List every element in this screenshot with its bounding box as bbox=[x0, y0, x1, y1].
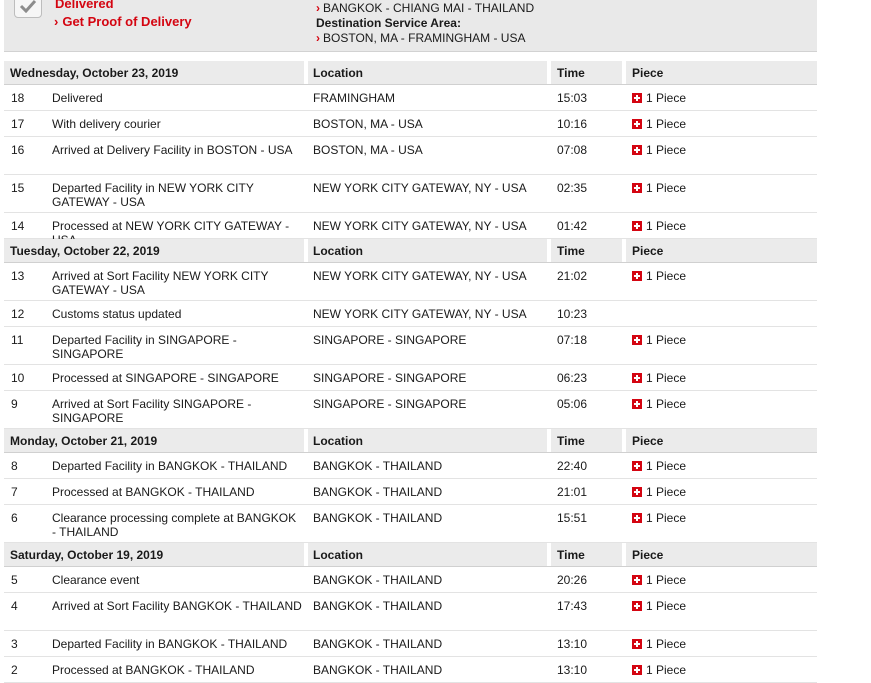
table-row bbox=[4, 327, 817, 365]
event-number: 6 bbox=[11, 511, 18, 525]
event-number: 10 bbox=[11, 371, 25, 385]
event-time: 01:42 bbox=[557, 219, 588, 233]
table-row bbox=[4, 479, 817, 505]
event-location: BANGKOK - THAILAND bbox=[313, 599, 443, 613]
event-description: Arrived at Delivery Facility in BOSTON - USA bbox=[52, 143, 293, 157]
piece-header: Piece bbox=[632, 244, 664, 258]
event-time: 06:23 bbox=[557, 371, 588, 385]
event-location: BANGKOK - THAILAND bbox=[313, 573, 443, 587]
event-location: BANGKOK - THAILAND bbox=[313, 459, 443, 473]
event-location: NEW YORK CITY GATEWAY, NY - USA bbox=[313, 269, 527, 283]
event-number: 3 bbox=[11, 637, 18, 651]
route-info bbox=[316, 1, 534, 46]
event-number: 16 bbox=[11, 143, 25, 157]
table-row bbox=[4, 213, 817, 239]
expand-plus-icon[interactable] bbox=[632, 461, 642, 471]
proof-of-delivery-link[interactable]: › Get Proof of Delivery bbox=[54, 14, 192, 29]
origin-route: BANGKOK - CHIANG MAI - THAILAND bbox=[323, 1, 535, 15]
piece-count[interactable]: 1 Piece bbox=[632, 181, 686, 195]
event-location: BANGKOK - THAILAND bbox=[313, 485, 443, 499]
expand-plus-icon[interactable] bbox=[632, 575, 642, 585]
piece-count[interactable]: 1 Piece bbox=[632, 269, 686, 283]
table-row bbox=[4, 657, 817, 683]
expand-plus-icon[interactable] bbox=[632, 399, 642, 409]
time-header: Time bbox=[557, 244, 585, 258]
event-description: With delivery courier bbox=[52, 117, 161, 131]
event-description: Arrived at Sort Facility BANGKOK - THAILAND bbox=[52, 599, 302, 613]
event-time: 15:51 bbox=[557, 511, 588, 525]
table-row bbox=[4, 391, 817, 429]
location-header: Location bbox=[313, 244, 363, 258]
event-number: 2 bbox=[11, 663, 18, 677]
piece-count[interactable]: 1 Piece bbox=[632, 371, 686, 385]
event-time: 05:06 bbox=[557, 397, 588, 411]
event-number: 8 bbox=[11, 459, 18, 473]
event-description: Departed Facility in SINGAPORE - SINGAPORE bbox=[52, 333, 237, 361]
piece-count[interactable]: 1 Piece bbox=[632, 459, 686, 473]
piece-header: Piece bbox=[632, 434, 664, 448]
expand-plus-icon[interactable] bbox=[632, 271, 642, 281]
event-description: Departed Facility in BANGKOK - THAILAND bbox=[52, 459, 288, 473]
event-number: 7 bbox=[11, 485, 18, 499]
event-time: 21:01 bbox=[557, 485, 588, 499]
table-row bbox=[4, 631, 817, 657]
event-number: 5 bbox=[11, 573, 18, 587]
event-time: 21:02 bbox=[557, 269, 588, 283]
event-location: FRAMINGHAM bbox=[313, 91, 395, 105]
event-time: 13:10 bbox=[557, 663, 588, 677]
piece-count[interactable]: 1 Piece bbox=[632, 219, 686, 233]
event-time: 17:43 bbox=[557, 599, 588, 613]
event-time: 15:03 bbox=[557, 91, 588, 105]
table-row bbox=[4, 453, 817, 479]
event-number: 15 bbox=[11, 181, 25, 195]
day-header bbox=[4, 61, 817, 85]
day-date: Wednesday, October 23, 2019 bbox=[10, 66, 179, 80]
event-description: Processed at BANGKOK - THAILAND bbox=[52, 485, 255, 499]
expand-plus-icon[interactable] bbox=[632, 145, 642, 155]
piece-count[interactable]: 1 Piece bbox=[632, 511, 686, 525]
event-time: 02:35 bbox=[557, 181, 588, 195]
table-row bbox=[4, 263, 817, 301]
event-location: SINGAPORE - SINGAPORE bbox=[313, 333, 467, 347]
event-location: SINGAPORE - SINGAPORE bbox=[313, 397, 467, 411]
delivered-check-icon bbox=[14, 0, 42, 18]
piece-count[interactable]: 1 Piece bbox=[632, 599, 686, 613]
event-description: Clearance event bbox=[52, 573, 140, 587]
event-number: 14 bbox=[11, 219, 25, 233]
location-header: Location bbox=[313, 548, 363, 562]
chevron-right-icon: › bbox=[316, 31, 320, 45]
day-date: Saturday, October 19, 2019 bbox=[10, 548, 164, 562]
piece-count[interactable]: 1 Piece bbox=[632, 637, 686, 651]
location-header: Location bbox=[313, 434, 363, 448]
event-location: BOSTON, MA - USA bbox=[313, 117, 423, 131]
event-time: 07:18 bbox=[557, 333, 588, 347]
destination-area: BOSTON, MA - FRAMINGHAM - USA bbox=[323, 31, 526, 45]
piece-header: Piece bbox=[632, 66, 664, 80]
time-header: Time bbox=[557, 66, 585, 80]
event-description: Customs status updated bbox=[52, 307, 182, 321]
chevron-right-icon: › bbox=[316, 1, 320, 15]
event-description: Processed at BANGKOK - THAILAND bbox=[52, 663, 255, 677]
event-location: NEW YORK CITY GATEWAY, NY - USA bbox=[313, 219, 527, 233]
chevron-right-icon: › bbox=[54, 14, 59, 29]
table-row bbox=[4, 111, 817, 137]
expand-plus-icon[interactable] bbox=[632, 183, 642, 193]
event-location: BANGKOK - THAILAND bbox=[313, 663, 443, 677]
expand-plus-icon[interactable] bbox=[632, 487, 642, 497]
expand-plus-icon[interactable] bbox=[632, 513, 642, 523]
day-date: Tuesday, October 22, 2019 bbox=[10, 244, 160, 258]
table-row bbox=[4, 85, 817, 111]
event-number: 9 bbox=[11, 397, 18, 411]
table-row bbox=[4, 175, 817, 213]
piece-count[interactable]: 1 Piece bbox=[632, 573, 686, 587]
event-location: NEW YORK CITY GATEWAY, NY - USA bbox=[313, 181, 527, 195]
event-time: 10:23 bbox=[557, 307, 588, 321]
event-description: Arrived at Sort Facility NEW YORK CITY GATEWAY - USA bbox=[52, 269, 269, 297]
event-number: 12 bbox=[11, 307, 25, 321]
delivery-status: Delivered bbox=[55, 0, 114, 11]
piece-count[interactable]: 1 Piece bbox=[632, 143, 686, 157]
table-row bbox=[4, 365, 817, 391]
expand-plus-icon[interactable] bbox=[632, 119, 642, 129]
event-location: BANGKOK - THAILAND bbox=[313, 637, 443, 651]
table-row bbox=[4, 301, 817, 327]
piece-count[interactable]: 1 Piece bbox=[632, 397, 686, 411]
piece-count[interactable]: 1 Piece bbox=[632, 485, 686, 499]
tracking-history-table bbox=[4, 61, 817, 683]
time-header: Time bbox=[557, 548, 585, 562]
event-number: 11 bbox=[11, 333, 24, 347]
event-time: 10:16 bbox=[557, 117, 588, 131]
piece-count[interactable]: 1 Piece bbox=[632, 663, 686, 677]
event-description: Delivered bbox=[52, 91, 103, 105]
expand-plus-icon[interactable] bbox=[632, 93, 642, 103]
expand-plus-icon[interactable] bbox=[632, 373, 642, 383]
table-row bbox=[4, 593, 817, 631]
piece-header: Piece bbox=[632, 548, 664, 562]
event-location: BOSTON, MA - USA bbox=[313, 143, 423, 157]
event-description: Arrived at Sort Facility SINGAPORE - SINGAPORE bbox=[52, 397, 252, 425]
event-number: 13 bbox=[11, 269, 25, 283]
event-description: Departed Facility in BANGKOK - THAILAND bbox=[52, 637, 288, 651]
day-header bbox=[4, 239, 817, 263]
event-description: Processed at NEW YORK CITY GATEWAY - bbox=[52, 219, 290, 233]
piece-count[interactable]: 1 Piece bbox=[632, 333, 686, 347]
time-header: Time bbox=[557, 434, 585, 448]
table-row bbox=[4, 505, 817, 543]
expand-plus-icon[interactable] bbox=[632, 221, 642, 231]
shipment-summary bbox=[4, 0, 817, 52]
event-time: 07:08 bbox=[557, 143, 588, 157]
expand-plus-icon[interactable] bbox=[632, 601, 642, 611]
event-time: 13:10 bbox=[557, 637, 588, 651]
location-header: Location bbox=[313, 66, 363, 80]
expand-plus-icon[interactable] bbox=[632, 665, 642, 675]
day-date: Monday, October 21, 2019 bbox=[10, 434, 158, 448]
event-description: Departed Facility in NEW YORK CITY GATEWAY - USA bbox=[52, 181, 254, 209]
event-time: 20:26 bbox=[557, 573, 588, 587]
event-number: 17 bbox=[11, 117, 25, 131]
table-row bbox=[4, 567, 817, 593]
day-header bbox=[4, 429, 817, 453]
event-number: 18 bbox=[11, 91, 25, 105]
day-header bbox=[4, 543, 817, 567]
expand-plus-icon[interactable] bbox=[632, 335, 642, 345]
event-description: Processed at SINGAPORE - SINGAPORE bbox=[52, 371, 279, 385]
event-location: NEW YORK CITY GATEWAY, NY - USA bbox=[313, 307, 527, 321]
destination-label: Destination Service Area: bbox=[316, 16, 461, 30]
piece-count[interactable]: 1 Piece bbox=[632, 117, 686, 131]
event-number: 4 bbox=[11, 599, 18, 613]
expand-plus-icon[interactable] bbox=[632, 639, 642, 649]
event-location: SINGAPORE - SINGAPORE bbox=[313, 371, 467, 385]
event-location: BANGKOK - THAILAND bbox=[313, 511, 443, 525]
event-time: 22:40 bbox=[557, 459, 588, 473]
piece-count[interactable]: 1 Piece bbox=[632, 91, 686, 105]
table-row bbox=[4, 137, 817, 175]
event-description: Clearance processing complete at BANGKOK - THAILAND bbox=[52, 511, 297, 539]
